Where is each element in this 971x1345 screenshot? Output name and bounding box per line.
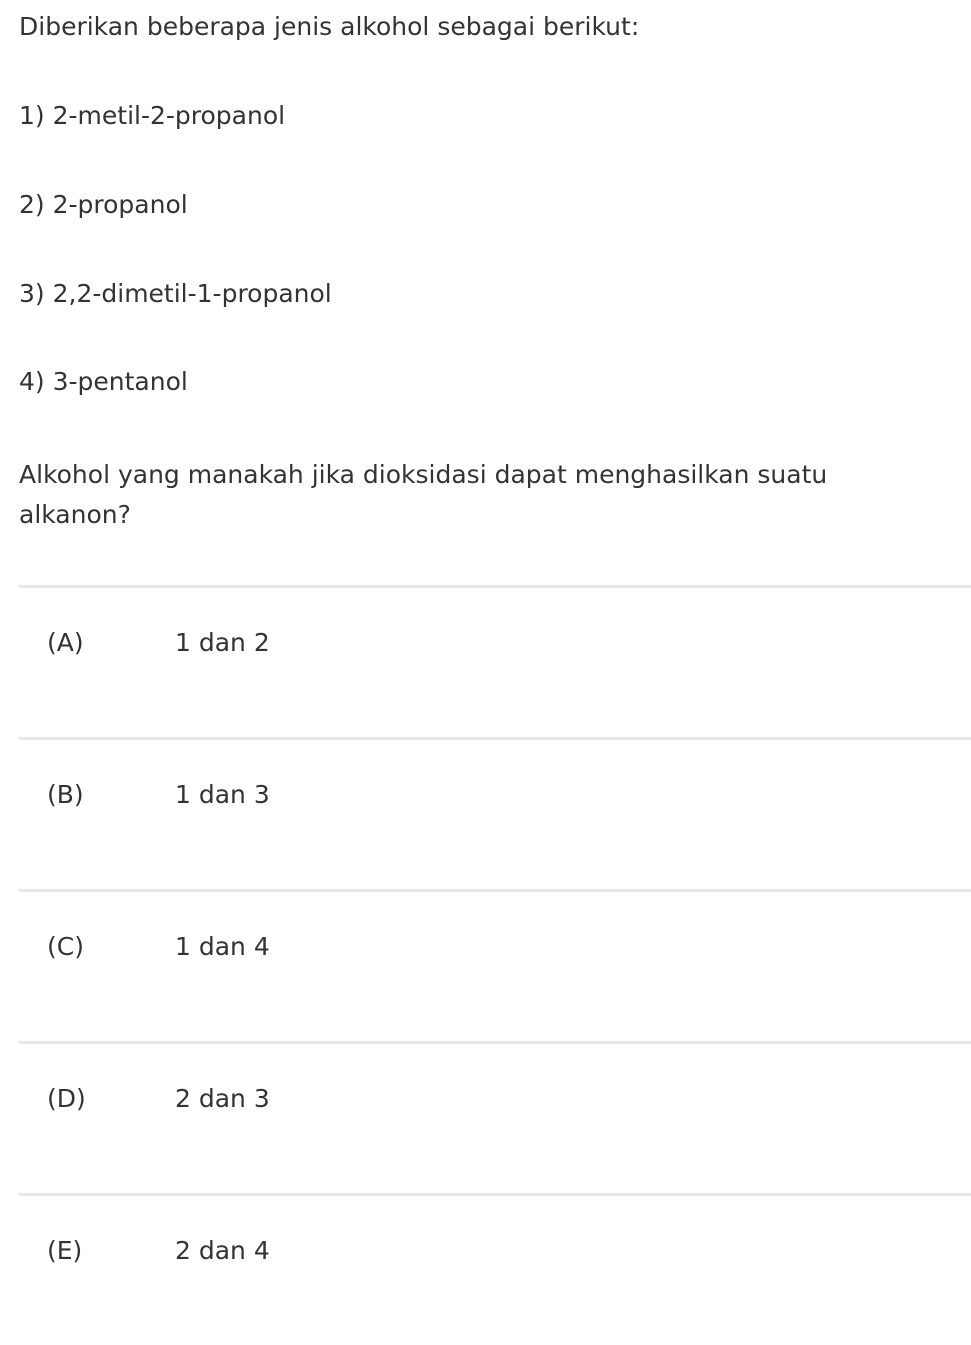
option-text: 2 dan 4 xyxy=(175,1236,270,1265)
question-prompt: Alkohol yang manakah jika dioksidasi dapat menghasilkan suatu alkanon? xyxy=(19,460,828,529)
option-letter: (A) xyxy=(47,628,84,657)
option-letter: (C) xyxy=(47,932,84,961)
option-c[interactable] xyxy=(19,889,971,1041)
alcohol-item-2: 2) 2-propanol xyxy=(19,190,188,219)
option-e[interactable] xyxy=(19,1193,971,1345)
alcohol-item-3: 3) 2,2-dimetil-1-propanol xyxy=(19,279,332,308)
question-intro: Diberikan beberapa jenis alkohol sebagai berikut: xyxy=(19,12,640,41)
option-letter: (B) xyxy=(47,780,84,809)
option-d[interactable] xyxy=(19,1041,971,1193)
option-text: 1 dan 2 xyxy=(175,628,270,657)
option-letter: (E) xyxy=(47,1236,83,1265)
alcohol-item-1: 1) 2-metil-2-propanol xyxy=(19,101,286,130)
option-b[interactable] xyxy=(19,737,971,889)
option-text: 2 dan 3 xyxy=(175,1084,270,1113)
answer-options xyxy=(19,585,971,1345)
alcohol-item-4: 4) 3-pentanol xyxy=(19,367,188,396)
option-text: 1 dan 3 xyxy=(175,780,270,809)
option-a[interactable] xyxy=(19,585,971,737)
option-letter: (D) xyxy=(47,1084,86,1113)
option-text: 1 dan 4 xyxy=(175,932,270,961)
